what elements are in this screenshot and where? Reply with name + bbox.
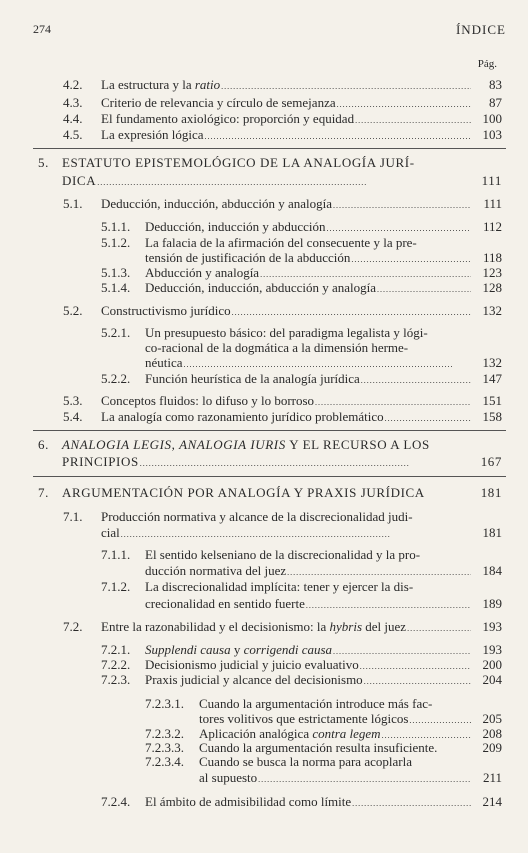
entry-title: Deducción, inducción, abducción y analogía . . . — [145, 281, 471, 297]
entry-title-line: El sentido kelseniano de la discrecionalidad y la pro- — [145, 547, 421, 562]
entry-title-line: al supuesto . . . — [199, 771, 471, 787]
entry-page: 128 — [482, 280, 502, 295]
entry-title-line: tores volitivos que estrictamente lógicos . . . — [199, 712, 471, 728]
entry-title-line: ANALOGIA LEGIS, ANALOGIA IURIS Y EL RECURSO A LOS — [62, 437, 430, 452]
entry-title: Función heurística de la analogía jurídica . . . — [145, 372, 471, 388]
page-number: 274 — [33, 22, 51, 36]
entry-title: ARGUMENTACIÓN POR ANALOGÍA Y PRAXIS JURÍDICA — [62, 485, 425, 500]
entry-title-line: co-racional de la dogmática a la dimensión herme- — [145, 340, 409, 355]
entry-number: 5.1.4. — [101, 280, 131, 295]
entry-number: 5.1.3. — [101, 265, 131, 280]
entry-number: 7.2.1. — [101, 642, 131, 657]
entry-page: 204 — [482, 672, 502, 687]
entry-page: 209 — [482, 740, 502, 755]
entry-page: 111 — [481, 173, 502, 188]
entry-number: 4.3. — [63, 95, 83, 110]
entry-title: Abducción y analogía . . . — [145, 266, 471, 282]
entry-page: 100 — [482, 111, 502, 126]
entry-title-line: La discrecionalidad implícita: tener y ejercer la dis- — [145, 579, 414, 594]
entry-number: 5.2.1. — [101, 325, 131, 340]
section-divider — [33, 430, 506, 431]
entry-title: Supplendi causa y corrigendi causa . . . — [145, 643, 471, 659]
entry-page: 208 — [482, 726, 502, 741]
entry-page: 181 — [482, 525, 502, 540]
entry-title-line: néutica . . . — [145, 356, 471, 372]
entry-title-line: cial . . . — [101, 526, 471, 542]
entry-page: 83 — [489, 77, 502, 92]
entry-page: 193 — [482, 642, 502, 657]
entry-title: Constructivismo jurídico . . . — [101, 304, 471, 320]
entry-title-line: La falacia de la afirmación del consecuente y la pre- — [145, 235, 417, 250]
entry-number: 4.4. — [63, 111, 83, 126]
entry-page: 211 — [482, 770, 502, 785]
entry-page: 118 — [482, 250, 502, 265]
entry-title: Praxis judicial y alcance del decisionismo . . . — [145, 673, 471, 689]
entry-title: El ámbito de admisibilidad como límite . . . — [145, 795, 471, 811]
entry-title-line: PRINCIPIOS . . . — [62, 455, 472, 471]
entry-title-line: ESTATUTO EPISTEMOLÓGICO DE LA ANALOGÍA JURÍ- — [62, 155, 415, 170]
entry-title-line: ducción normativa del juez . . . — [145, 564, 471, 580]
entry-page: 103 — [482, 127, 502, 142]
section-divider — [33, 476, 506, 477]
entry-title: Decisionismo judicial y juicio evaluativo . . . — [145, 658, 471, 674]
entry-title: Criterio de relevancia y círculo de semejanza . . . — [101, 96, 471, 112]
entry-title: Cuando la argumentación resulta insuficiente. — [199, 740, 438, 755]
entry-title: Aplicación analógica contra legem . . . — [199, 727, 471, 743]
entry-title: Conceptos fluidos: lo difuso y lo borroso . . . — [101, 394, 471, 410]
entry-number: 5.1. — [63, 196, 83, 211]
entry-number: 4.5. — [63, 127, 83, 142]
entry-title: Deducción, inducción y abducción . . . — [145, 220, 471, 236]
entry-page: 181 — [480, 485, 502, 500]
entry-title-line: Producción normativa y alcance de la discrecionalidad judi- — [101, 509, 413, 524]
entry-page: 147 — [482, 371, 502, 386]
entry-number: 7. — [38, 485, 49, 500]
entry-number: 5.1.2. — [101, 235, 131, 250]
entry-title: La estructura y la ratio . . . — [101, 78, 471, 94]
entry-title-line: Cuando se busca la norma para acoplarla — [199, 754, 412, 769]
entry-number: 7.1. — [63, 509, 83, 524]
running-title: ÍNDICE — [455, 22, 506, 37]
entry-title: El fundamento axiológico: proporción y equidad . . . — [101, 112, 471, 128]
entry-title: Entre la razonabilidad y el decisionismo: la hybris del juez . . . — [101, 620, 471, 636]
entry-page: 167 — [480, 454, 502, 469]
entry-page: 151 — [482, 393, 502, 408]
entry-number: 7.2.3.4. — [145, 754, 184, 769]
entry-title-line: crecionalidad en sentido fuerte . . . — [145, 597, 471, 613]
entry-title-line: tensión de justificación de la abducción . . . — [145, 251, 471, 267]
section-divider — [33, 148, 506, 149]
entry-page: 184 — [482, 563, 502, 578]
entry-page: 214 — [482, 794, 502, 809]
entry-number: 7.2. — [63, 619, 83, 634]
entry-number: 7.2.2. — [101, 657, 131, 672]
entry-title-line: Cuando la argumentación introduce más fac- — [199, 696, 433, 711]
page-column-label: Pág. — [477, 58, 497, 70]
entry-number: 5.2.2. — [101, 371, 131, 386]
entry-page: 158 — [482, 409, 502, 424]
entry-page: 132 — [482, 303, 502, 318]
entry-page: 123 — [482, 265, 502, 280]
entry-page: 132 — [482, 355, 502, 370]
entry-number: 7.1.2. — [101, 579, 131, 594]
entry-page: 193 — [482, 619, 502, 634]
entry-page: 200 — [482, 657, 502, 672]
entry-number: 4.2. — [63, 77, 83, 92]
entry-page: 112 — [482, 219, 502, 234]
entry-number: 5. — [38, 155, 49, 170]
entry-number: 7.2.4. — [101, 794, 131, 809]
entry-number: 7.1.1. — [101, 547, 131, 562]
entry-number: 5.3. — [63, 393, 83, 408]
entry-page: 205 — [482, 711, 502, 726]
entry-page: 189 — [482, 596, 502, 611]
entry-title-line: DICA . . . — [62, 174, 472, 190]
entry-page: 111 — [483, 196, 502, 211]
entry-number: 7.2.3.3. — [145, 740, 184, 755]
entry-title: La expresión lógica . . . — [101, 128, 471, 144]
entry-number: 5.1.1. — [101, 219, 131, 234]
entry-number: 7.2.3.1. — [145, 696, 184, 711]
entry-number: 5.2. — [63, 303, 83, 318]
entry-number: 5.4. — [63, 409, 83, 424]
entry-number: 7.2.3.2. — [145, 726, 184, 741]
entry-number: 6. — [38, 437, 49, 452]
entry-page: 87 — [489, 95, 502, 110]
entry-title: Deducción, inducción, abducción y analogía . . . — [101, 197, 471, 213]
entry-title: La analogía como razonamiento jurídico problemático . . . — [101, 410, 471, 426]
entry-number: 7.2.3. — [101, 672, 131, 687]
entry-title-line: Un presupuesto básico: del paradigma legalista y lógi- — [145, 325, 428, 340]
